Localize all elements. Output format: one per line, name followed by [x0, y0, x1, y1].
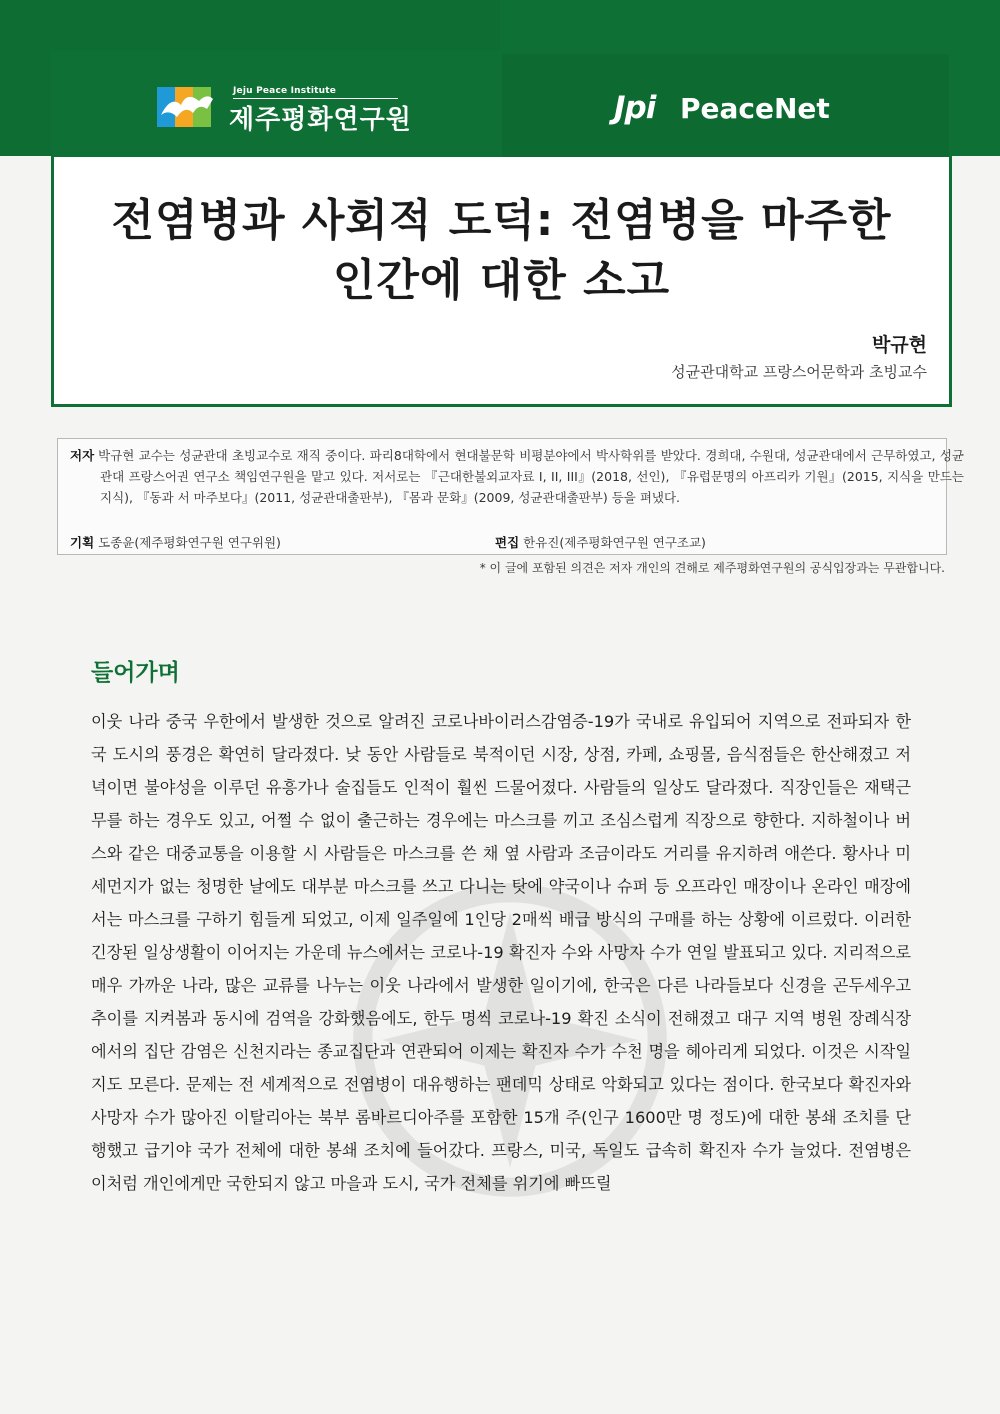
section-title: 들어가며 — [91, 660, 180, 686]
institute-emblem-icon — [157, 85, 217, 129]
article-title-line2: 인간에 대한 소고 — [332, 255, 671, 306]
article-title — [54, 191, 949, 311]
article-title-line1: 전염병과 사회적 도덕: 전염병을 마주한 — [111, 195, 892, 246]
peacenet-wordmark: PeaceNet — [680, 92, 830, 125]
institute-name-ko: 제주평화연구원 — [229, 105, 412, 135]
writer-label: 저자 — [70, 448, 95, 463]
section-body: 이웃 나라 중국 우한에서 발생한 것으로 알려진 코로나바이러스감염증-19가 국내로 유입되어 지역으로 전파되자 한국 도시의 풍경은 확연히 달라졌다. 낮 동안 사람들로 북적이던 시장, 상점, 카페, 쇼핑몰, 음식점들은 한산해졌고 저녁이면 불야성을 이루던 유흥가나 술집들도 인적이 훨씬 드물어졌다. 사람들의 일상도 달라졌다. 직장인들은 재택근무를 하는 경우도 있고, 어쩔 수 없이 출근하는 경우에는 마스크를 끼고 조심스럽게 직장으로 향한다. 지하철이나 버스와 같은 대중교통을 이용할 시 사람들은 마스크를 쓴 채 옆 사람과 조금이라도 거리를 유지하려 애쓴다. 황사나 미세먼지가 없는 청명한 날에도 대부분 마스크를 쓰고 다니는 탓에 약국이나 슈퍼 등 오프라인 매장이나 온라인 매장에서는 마스크를 구하기 힘들게 되었고, 이제 일주일에 1인당 2매씩 배급 방식의 구매를 하는 상황에 이르렀다. 이러한 긴장된 일상생활이 이어지는 가운데 뉴스에서는 코로나-19 확진자 수와 사망자 수가 연일 발표되고 있다. 지리적으로 매우 가까운 나라, 많은 교류를 나누는 이웃 나라에서 발생한 일이기에, 한국은 다른 나라들보다 신경을 곤두세우고 추이를 지켜봄과 동시에 검역을 강화했음에도, 한두 명씩 코로나-19 확진 소식이 전해졌고 대구 지역 병원 장례식장에서의 집단 감염은 신천지라는 종교집단과 연관되어 이제는 확진자 수가 수천 명을 헤아리게 되었다. 이것은 시작일지도 모른다. 문제는 전 세계적으로 전염병이 대유행하는 팬데믹 상태로 악화되고 있다는 점이다. 한국보다 확진자와 사망자 수가 많아진 이탈리아는 북부 롬바르디아주를 포함한 15개 주(인구 1600만 명 정도)에 대한 봉쇄 조치를 단행했고 급기야 국가 전체에 대한 봉쇄 조치에 들어갔다. 프랑스, 미국, 독일도 급속히 확진자 수가 늘었다. 전염병은 이처럼 개인에게만 국한되지 않고 마을과 도시, 국가 전체를 위기에 빠뜨릴 — [91, 712, 911, 1193]
plan-text: 도종윤(제주평화연구원 연구위원) — [98, 535, 281, 550]
author-affiliation: 성균관대학교 프랑스어문학과 초빙교수 — [671, 363, 927, 381]
edit-label: 편집 — [495, 535, 520, 550]
edit-text: 한유진(제주평화연구원 연구조교) — [523, 535, 706, 550]
title-frame — [51, 51, 952, 407]
editing-credit — [495, 533, 706, 551]
plan-label: 기획 — [70, 535, 95, 550]
author-info-box — [57, 438, 964, 555]
institute-name-en: Jeju Peace Institute — [233, 86, 337, 96]
jpi-mark: Jpi — [614, 90, 656, 126]
frame-header — [54, 54, 949, 157]
planning-credit — [70, 533, 281, 551]
writer-bio — [70, 445, 964, 508]
author-name: 박규현 — [871, 334, 927, 356]
writer-text: 박규현 교수는 성균관대 초빙교수로 재직 중이다. 파리8대학에서 현대불문학 비평분야에서 박사학위를 받았다. 경희대, 수원대, 성균관대에서 근무하였고, 성균관대 프랑스어권 연구소 책임연구원을 맡고 있다. 저서로는 『근대한불외교자료 I, II, III』(2018, 선인), 『유럽문명의 아프리카 기원』(2015, 지식을 만드는 지식), 『동과 서 마주보다』(2011, 성균관대출판부), 『몸과 문화』(2009, 성균관대출판부) 등을 펴냈다. — [98, 448, 964, 505]
disclaimer: * 이 글에 포함된 의견은 저자 개인의 견해로 제주평화연구원의 공식입장과는 무관합니다. — [479, 561, 945, 575]
